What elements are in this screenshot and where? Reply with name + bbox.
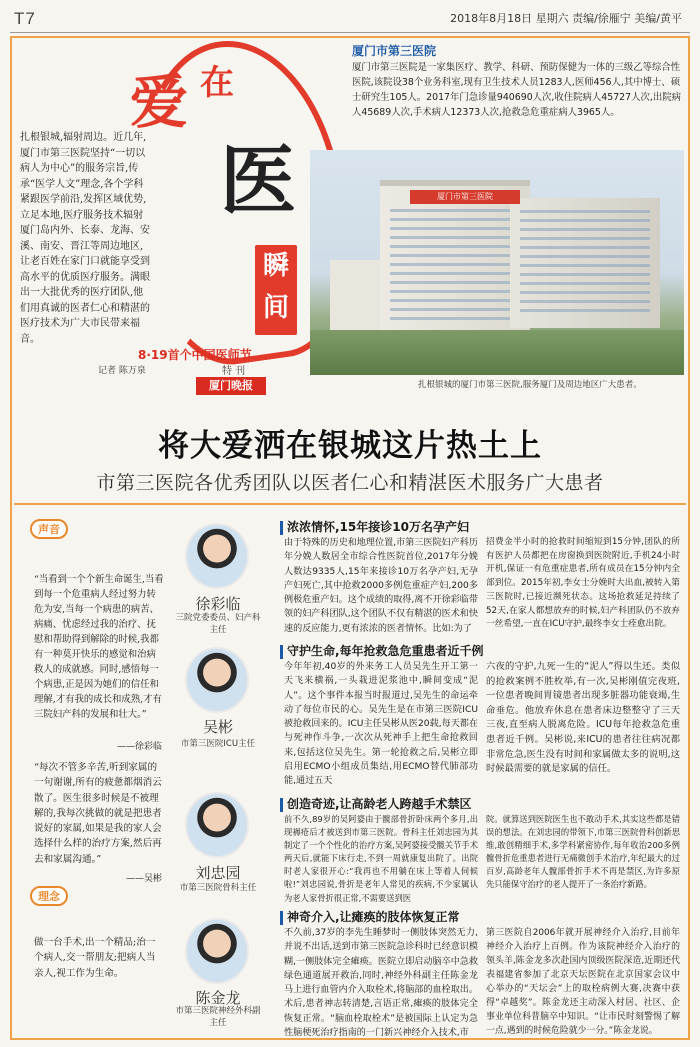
doctor-name-3: 刘忠园 [195, 864, 241, 882]
headline: 将大爱洒在银城这片热土上 [158, 428, 542, 464]
intro-title: 厦门市第三医院 [352, 44, 437, 58]
section-2-title-text: 守护生命,每年抢救急危重患者近千例 [287, 644, 484, 658]
doctor-photo-2 [185, 647, 249, 713]
section-4-col-2: 第三医院自2006年就开展神经介入治疗,目前年神经介入治疗上百例。作为该院神经介入治疗的领头羊,陈金龙多次赴国内顶级医院深造,近期还代表福建省参加了北京天坛医院在北京国家会议中心举办的“天坛会”上的取栓病例大赛,决赛中获得“卓越奖”。陈金龙还主动深入村居、社区、企事业单位科普脑卒中知识。“让市民时刻警惕了解一点,遇到的时候危险就少一分。”陈金龙说。 [486, 928, 680, 1036]
newspaper-logo: 厦门晚报 [196, 377, 266, 395]
logo-yi: 医 [220, 136, 296, 225]
section-2-col-1: 今年年初,40岁的外来务工人员吴先生开工第一天飞来横祸,一头栽进泥浆池中,瞬间变成“泥人”。这个事件本报当时报道过,吴先生的命运牵动了每位市民的心。吴先生是在市第三医院ICU被抢救回来的。ICU主任吴彬从医20载,每天都在与死神作斗争,一次次从死神手上把生命抢救回来,包括这位吴先生。第一轮抢救之后,吴彬立即启用ECMO小组成员集结,用ECMO替代肺部功能,通过五天 [284, 662, 478, 787]
special-issue-label: 特 刊 [222, 366, 246, 377]
doctor-role-1: 三院党委委员、妇产科主任 [175, 613, 261, 635]
festival-label: 8·19首个中国医师节 [138, 348, 252, 362]
section-1-title [280, 518, 469, 535]
doctor-role-3: 市第三医院骨科主任 [179, 883, 257, 893]
header-divider [10, 32, 690, 33]
building-side [510, 198, 660, 328]
section-1-title-text: 浓浓情怀,15年接诊10万名孕产妇 [287, 520, 469, 534]
doctor-role-4: 市第三医院神经外科副主任 [175, 1006, 261, 1028]
section-divider [14, 503, 686, 505]
section-3-col-1: 前不久,89岁的吴阿婆由于髋部骨折卧床两个多月,出现褥疮后才被送到市第三医院。骨科主任刘忠园为其制定了一个个性化的治疗方案,吴阿婆接受髋关节手术两天后,就能下床行走,不到一周就康复出院了。出院时老人家很开心:“我再也不用躺在床上等着人伺候啦!”刘忠园说,骨折是老年人常见的疾病,不少家属认为老人家骨折很正常,不需要送到医 [284, 814, 478, 903]
lead-paragraph: 扎根银城,辐射周边。近几年,厦门市第三医院坚持“一切以病人为中心”的服务宗旨,传承“医学人文”理念,各个学科紧跟医学前沿,发挥区域优势,立足本地,医疗服务技术辐射厦门岛内外、长泰、龙海、安溪、南安、晋江等周边地区,让老百姓在家门口就能享受到高水平的优质医疗服务。满眼出一大批优秀的医疗团队,他们用真诚的医者仁心和精湛的医疗技术为广大市民带来福音。 [20, 132, 150, 345]
logo-jian: 间 [262, 293, 289, 323]
section-4-col-1: 不久前,37岁的李先生睡梦时一侧肢体突然无力,并说不出话,送到市第三医院急诊科时已经意识模糊,一侧肢体完全瘫痪。医院立即启动脑卒中急救绿色通道展开救治,同时,神经外科副主任陈金龙马上进行血管内介入取栓术,将脑部的血栓取出。术后,患者神志转清楚,言语正常,瘫痪的肢体完全恢复正常。“脑血栓取栓术”是被国际上认定为急性脑梗死治疗指南的一门新兴神经介入技术,市 [284, 928, 478, 1039]
section-2-title [280, 642, 484, 659]
philosophy-label: 理念 [30, 886, 68, 906]
quote-1-signature: ——徐彩临 [116, 742, 162, 752]
section-1-col-1: 由于特殊的历史和地理位置,市第三医院妇产科历年分娩人数居全市综合性医院首位,2017年分娩人数达9335人,15年来接诊10万名孕产妇,无孕产妇死亡,其中抢救2000多例危重症产妇,200多例极危重产妇。这个成绩的取得,离不开徐彩临带领的妇产科团队,这个团队不仅有精湛的医术和快速的反应能力,更有浓浓的医者情怀。比如:为了 [284, 538, 478, 634]
logo-zai: 在 [200, 63, 234, 103]
section-3-title [280, 795, 472, 812]
trees [310, 330, 684, 375]
logo-shunjian [255, 245, 297, 335]
quote-1: “当看到一个个新生命诞生,当看到每一个危重病人经过努力转危为安,当每一个病患的病苦、病痛、忧虑经过我的治疗、抚慰和帮助得到解除的时候,我都有一种莫开快乐的感觉和治病救人的成就感。同时,感悟每一个病患,正是因为她们的信任和理解,才有我的成长和成熟,才有三院妇产科的发展和壮大。” [34, 574, 164, 720]
reporter-byline: 记者 陈万泉 [98, 366, 146, 376]
intro-text: 厦门市第三医院是一家集医疗、教学、科研、预防保健为一体的三级乙等综合性医院,该院设38个业务科室,现有卫生技术人员1283人,医师456人,其中博士、硕士研究生105人。2017年门急诊量940690人次,收住院病人45727人次,出院病人45689人次,手术病人12373人次,抢救急危重症病人3965人。 [352, 62, 681, 118]
doctor-photo-4 [185, 918, 249, 984]
quote-3: 做一台手术,出一个精品;治一个病人,交一帮朋友;把病人当亲人,视工作为生命。 [34, 937, 156, 979]
header-info: 2018年8月18日 星期六 责编/徐雁宁 美编/黄平 [450, 12, 682, 25]
doctor-photo-1 [185, 523, 249, 589]
photo-caption: 扎根银城的厦门市第三医院,服务厦门及周边地区广大患者。 [418, 380, 642, 390]
page-number: T7 [14, 9, 36, 28]
logo-ai: 爱 [130, 68, 189, 136]
hospital-sign: 厦门市第三医院 [410, 190, 520, 204]
hospital-photo [310, 150, 684, 375]
section-2-col-2: 六夜的守护,九死一生的“泥人”得以生还。类似的抢救案例不胜枚举,有一次,吴彬刚值完夜班,一位患者晚间胃镜患者出现多脏器功能衰竭,生命垂危。他放弃休息在患者床边整整守了三天三夜,直至病人脱离危险。ICU每年抢救急危重患者近千例。吴彬说,来ICU的患者往往病况都非常危急,医生没有时间和家属做太多的说明,这时候最需要的就是家属的信任。 [486, 661, 680, 775]
doctor-photo-3 [185, 792, 249, 858]
logo-shun: 瞬 [262, 251, 289, 281]
section-3-title-text: 创造奇迹,让高龄老人跨越手术禁区 [287, 797, 472, 811]
doctor-name-2: 吴彬 [202, 718, 233, 736]
voice-label: 声音 [30, 519, 68, 539]
quote-2: “每次不管多辛苦,听到家属的一句谢谢,所有的疲惫都烟消云散了。医生很多时候是不被理解的,我每次挑做的就是把患者说好的家属,如果是我的家人会选择什么样的治疗方案,然后再去和家属沟通。” [34, 762, 162, 865]
voice-tag [30, 518, 68, 539]
quote-2-signature: ——吴彬 [125, 874, 162, 884]
section-1-col-2: 招费金半小时的抢救时间缩短到15分钟,团队的所有医护人员都把在房窗换到医院附近,手机24小时开机,保证一有危重症患者,所有成员在15分钟内全部到位。2015年初,李女士分娩时大出血,被转入第三医院时,已接近濒死状态。这场抢救延足持续了52天,在家人都想放弃的时候,妇产科团队仍不放弃一丝希望,一直在ICU守护,最终李女士痊愈出院。 [486, 537, 680, 630]
doctor-name-4: 陈金龙 [195, 989, 241, 1007]
section-3-col-2: 院。就算送到医院医生也不敢动手术,其实这些都是错误的想法。在刘忠园的带领下,市第三医院骨科创新思维,敢创精细手术,多学科紧密协作,每年收治200多例髋骨折危重患者进行无痛微创手术治疗,年纪最大的过百岁,高龄老年人髋部骨折手术不再是禁区,为许多原先只能保守治疗的老人提开了一条治疗新路。 [486, 814, 680, 890]
doctor-name-1: 徐彩临 [195, 595, 241, 613]
philosophy-tag [30, 885, 68, 906]
subheadline: 市第三医院各优秀团队以医者仁心和精湛医术服务广大患者 [96, 472, 604, 494]
section-4-title [280, 908, 460, 925]
section-4-title-text: 神奇介入,让瘫痪的肢体恢复正常 [287, 910, 460, 924]
doctor-role-2: 市第三医院ICU主任 [180, 739, 256, 749]
